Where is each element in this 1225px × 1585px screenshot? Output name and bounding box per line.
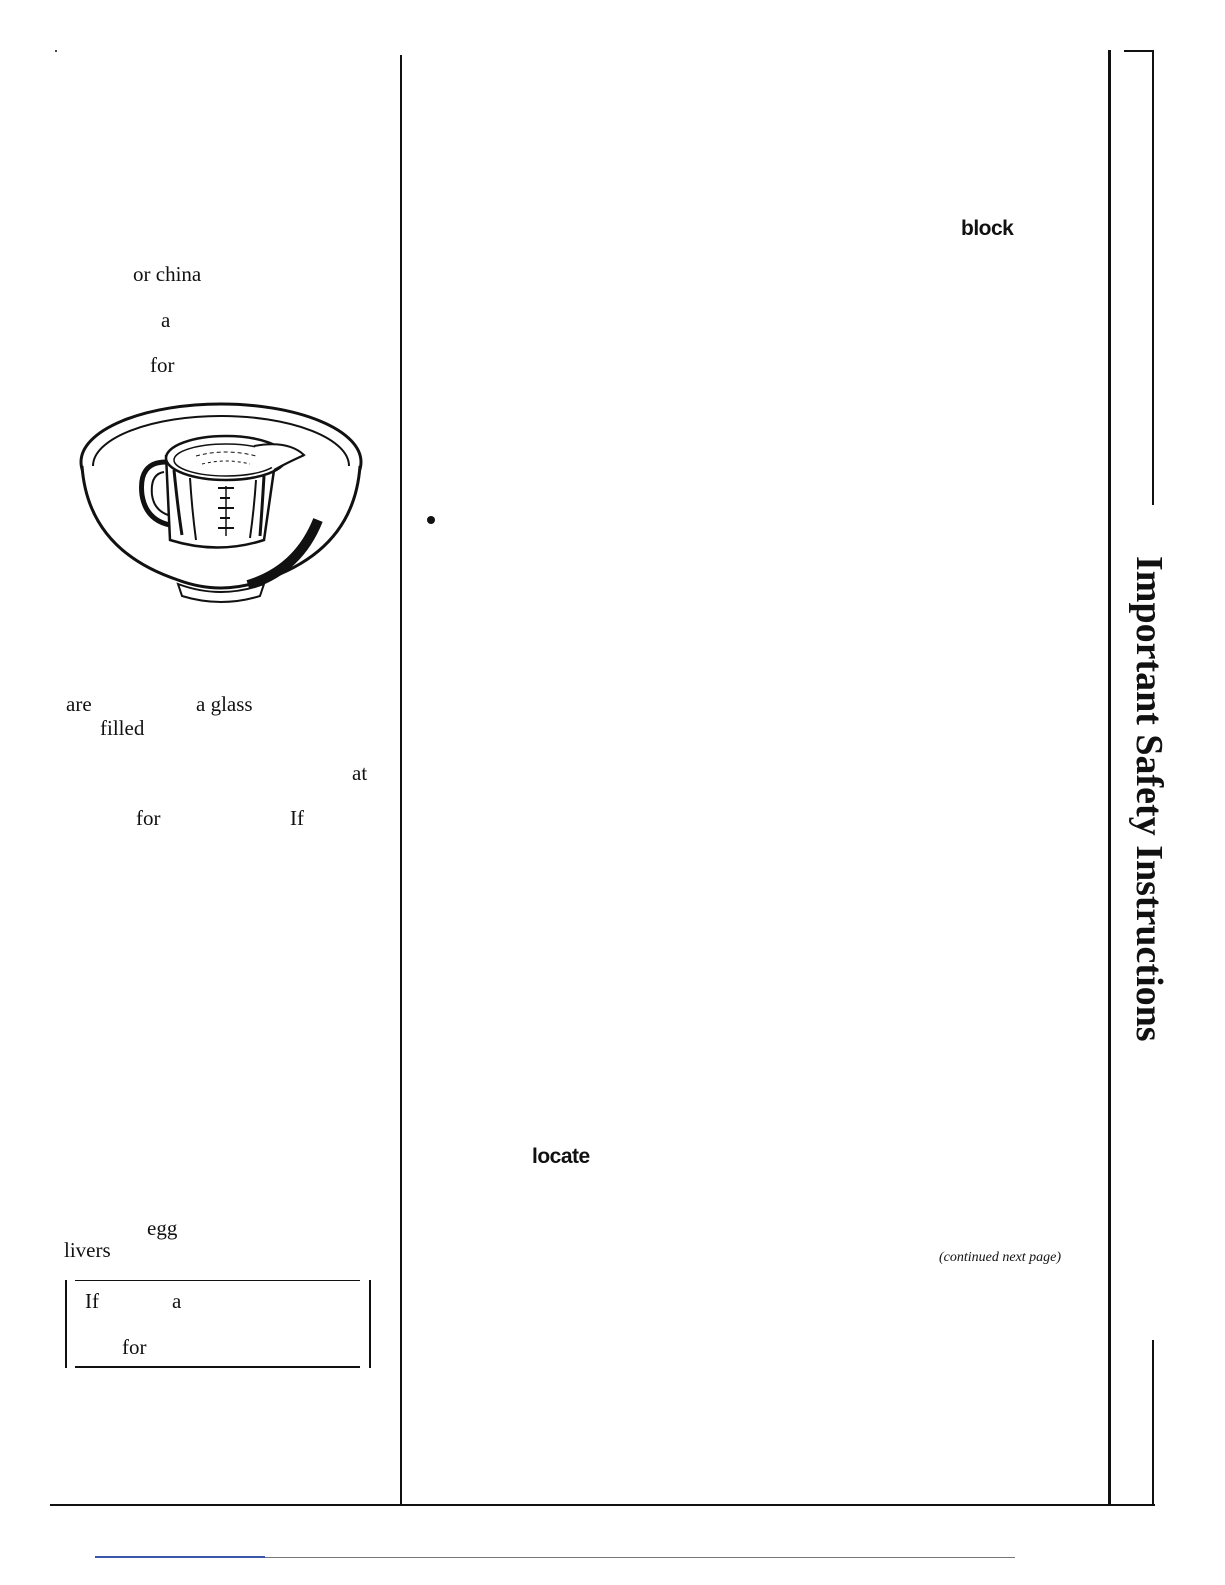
continued-next-page: (continued next page): [939, 1250, 1062, 1265]
callout-bottom-border: [75, 1366, 360, 1368]
callout-right-border: [369, 1280, 371, 1368]
left-text-fragment: livers: [64, 1238, 111, 1262]
column-divider: [400, 55, 402, 1505]
bottom-rule: [50, 1504, 1155, 1506]
callout-text-fragment: a: [172, 1289, 182, 1313]
bullet-point: [427, 516, 435, 524]
callout-text-fragment: If: [85, 1289, 99, 1313]
left-text-fragment: a: [161, 308, 171, 332]
left-text-fragment: for: [136, 806, 161, 830]
left-text-fragment: for: [150, 353, 175, 377]
left-text-fragment: filled: [100, 716, 145, 740]
bold-word-locate: locate: [532, 1145, 590, 1168]
side-tab-right-rule-bottom: [1152, 1340, 1154, 1505]
left-text-fragment: If: [290, 806, 304, 830]
side-tab-top-tick: [1124, 50, 1154, 52]
left-text-fragment: egg: [147, 1216, 178, 1240]
bowl-with-measuring-cup-icon: [78, 400, 366, 608]
side-tab-left-rule: [1108, 50, 1111, 1506]
left-text-fragment: at: [352, 761, 368, 785]
callout-text-fragment: for: [122, 1335, 147, 1359]
callout-left-border: [65, 1280, 67, 1368]
left-text-fragment: a glass: [196, 692, 253, 716]
callout-top-border: [75, 1280, 360, 1281]
bold-word-block: block: [961, 217, 1014, 240]
left-text-fragment: or china: [133, 262, 202, 286]
scan-speck: [55, 50, 57, 52]
footer-scan-line-dark: [95, 1556, 265, 1558]
side-tab-title: Important Safety Instructions: [1128, 556, 1170, 1042]
side-tab-right-rule-top: [1152, 50, 1154, 505]
left-text-fragment: are: [66, 692, 92, 716]
callout-box: [65, 1280, 371, 1368]
